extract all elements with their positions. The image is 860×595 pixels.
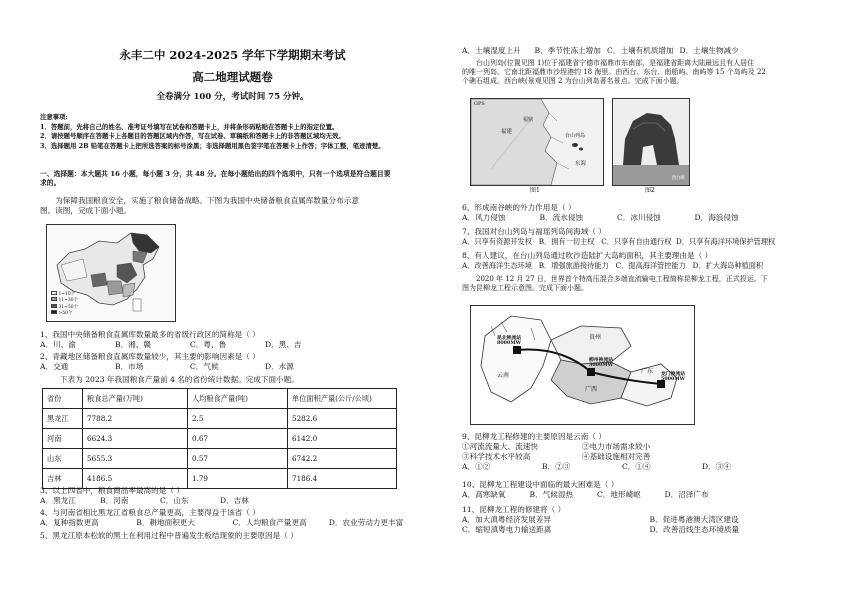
option-b[interactable]: B．河南 (100, 496, 129, 506)
kunliulong-map (470, 305, 695, 425)
kunliulong-graphic (471, 306, 694, 424)
table-cell: 吉林 (43, 469, 83, 489)
option-b[interactable]: B．拥有一切主权 (538, 237, 595, 247)
stem-c (462, 275, 837, 293)
q3-stem: 3、以上四省中，粮食商品率最高的是（ ） (40, 486, 184, 495)
option-b[interactable]: B．季节性冻土增加 (534, 46, 601, 55)
option-c[interactable]: C．缩短滇粤电力输送距离 (462, 525, 552, 535)
option-c[interactable]: C．粤、鲁 (190, 340, 227, 350)
q11-stem: 11、昆柳龙工程的修建将（ ） (462, 505, 566, 514)
question-10 (462, 480, 837, 500)
city-label: 福鼎 (523, 117, 534, 123)
option-a[interactable]: A．①② (462, 462, 491, 472)
option-b[interactable]: B．湘、赣 (115, 340, 151, 350)
label-guangdong: 广东 (641, 368, 654, 375)
table-cell: 4186.5 (83, 469, 188, 489)
option-d[interactable]: D．海浪侵蚀 (694, 213, 739, 223)
table-row (43, 429, 397, 449)
table-intro: 下表为 2023 年我国粮食产量前 4 名的省份统计数据。完成下面小题。 (60, 375, 299, 384)
option-b[interactable]: B．增强旅游接待能力 (538, 261, 609, 271)
option-b[interactable]: B．气候湿热 (529, 490, 574, 500)
grain-table (42, 388, 397, 489)
province-label: 福建 (501, 129, 513, 135)
option-d[interactable]: D．农业劳动力更丰富 (328, 518, 404, 528)
option-d[interactable]: D．只享有海洋环境保护管理权 (676, 237, 776, 247)
table-header: 粮食总产量(万吨) (83, 389, 188, 409)
exam-title: 永丰二中 2024-2025 学年下学期期末考试 (119, 48, 346, 62)
map-legend (51, 291, 78, 318)
q9-notes-row (462, 442, 702, 452)
question-3 (40, 486, 425, 506)
table-header: 省份 (43, 389, 83, 409)
table-cell: 山东 (43, 449, 83, 469)
q9-notes-row (462, 452, 702, 462)
table-header: 单位面积产量(公斤/公顷) (288, 389, 397, 409)
stem-c-line: 2020 年 12 月 27 日，世界首个特高压混合多端直流输电工程简称昆柳龙工程，正式投运。下 (476, 275, 768, 283)
question-6 (462, 203, 837, 223)
q11-options-row (462, 515, 837, 525)
q1-options (40, 340, 340, 350)
question-11 (462, 505, 837, 535)
option-d[interactable]: D．土壤生物减少 (679, 46, 739, 55)
option-a[interactable]: A．高寒缺氧 (462, 490, 506, 500)
score-line: 全卷满分 100 分，考试时间 75 分钟。 (156, 92, 309, 102)
q7-options (462, 237, 852, 247)
option-c[interactable]: C．气候 (190, 362, 219, 372)
fujian-coast-graphic (471, 99, 603, 185)
table-cell: 7186.4 (288, 469, 397, 489)
option-c[interactable]: C．山东 (160, 496, 189, 506)
stem-c-line: 图为昆柳龙工程示意图。完成下面小题。 (462, 284, 588, 293)
q7-stem: 7、我国对台山列岛与福瑶列岛间海域（ ） (462, 227, 606, 236)
station-longmen: 龙门换流站 5000MW (661, 371, 686, 383)
question-8 (462, 251, 852, 271)
option-a[interactable]: A．土壤湿度上升 (462, 46, 521, 55)
legend-item: 11~30个 (51, 297, 78, 304)
option-b[interactable]: B．②③ (542, 462, 571, 472)
option-d[interactable]: D．改善沿线生态环境质量 (649, 525, 740, 535)
option-b[interactable]: B．流水侵蚀 (539, 213, 584, 223)
option-a[interactable]: A．复种指数更高 (40, 518, 99, 528)
option-c[interactable]: C．土壤有机质增加 (607, 46, 674, 55)
q9-stem: 9、昆柳龙工程修建的主要原因是云南（ ） (462, 432, 606, 441)
option-b[interactable]: B．促进粤港澳大湾区建设 (649, 515, 739, 525)
section1-intro-line: 一、选择题：本大题共 16 小题，每小题 3 分，共 48 分。在每小题给出的四个选项中，只有一个选项是符合题目要 (40, 170, 391, 178)
question-5: 5、黑龙江原本松软的黑土在利用过程中普遍发生板结现象的主要原因是（ ） (40, 531, 298, 540)
photo-label: 西台峡 (671, 176, 685, 182)
option-c[interactable]: C．①④ (622, 462, 651, 472)
table-cell: 6142.0 (288, 429, 397, 449)
option-d[interactable]: D．③④ (702, 462, 731, 472)
option-d[interactable]: D．吉林 (220, 496, 249, 506)
q11-options-row (462, 525, 837, 535)
station-kunbei: 昆北换流站 8000MW (497, 335, 522, 347)
table-cell: 6624.3 (83, 429, 188, 449)
figure-2-rock-photo (612, 98, 690, 186)
table-cell: 0.57 (188, 449, 288, 469)
option-a[interactable]: A．加大滇粤经济发展差异 (462, 515, 552, 525)
option-c[interactable]: C．人均粮食产量更高 (232, 518, 307, 528)
section1-intro-line: 求的。 (40, 178, 61, 187)
notice-item: 1．答题前，先将自己的姓名、准考证号填写在试卷和答题卡上，并将条形码粘贴在答题卡上的指定位置。 (40, 122, 339, 131)
table-row (43, 409, 397, 429)
table-cell: 1.79 (188, 469, 288, 489)
exam-subtitle: 高二地理试题卷 (192, 70, 273, 84)
option-d[interactable]: D．黑、吉 (265, 340, 302, 350)
question-9 (462, 432, 837, 472)
notice-section (40, 113, 425, 151)
table-cell: 黑龙江 (43, 409, 83, 429)
q9-note: ①河流流量大、流速快 (462, 442, 538, 452)
china-grain-map (46, 224, 176, 322)
q9-note: ②电力市场需求较小 (582, 442, 651, 452)
fig2-caption: 图2 (645, 187, 655, 194)
option-a[interactable]: A．交通 (40, 362, 69, 372)
stem-a (40, 196, 425, 216)
q4-options (40, 518, 425, 528)
figure-1-location-map (470, 98, 604, 186)
gps-tag: GPS (474, 101, 485, 107)
q2-options (40, 362, 340, 372)
section1-intro (40, 170, 430, 188)
q6-stem: 6、形成南谷峡的外力作用是（ ） (462, 203, 576, 212)
question-1 (40, 330, 425, 350)
q9-options (462, 462, 782, 472)
stem-b-line: 个礁石组成。西台峡(景观见图 2 为台山列岛著名景点。完成下面小题。 (462, 77, 684, 86)
q1-stem: 1、我国中央储备粮食直属库数量最多的省级行政区的简称是（ ） (40, 330, 260, 339)
rock-graphic (613, 99, 689, 185)
table-header: 人均粮食产量(吨) (188, 389, 288, 409)
table-cell: 5655.3 (83, 449, 188, 469)
label-guizhou: 贵州 (589, 334, 602, 341)
question-7 (462, 227, 852, 247)
table-cell: 5282.6 (288, 409, 397, 429)
sea-label: 东海 (575, 161, 587, 167)
stem-b (462, 59, 837, 87)
option-d[interactable]: D．水源 (265, 362, 294, 372)
q9-note: ③科学技术水平较高 (462, 452, 531, 462)
q6-options (462, 213, 772, 223)
option-a[interactable]: A．川、渝 (40, 340, 76, 350)
legend-item: >50个 (51, 310, 78, 317)
stem-b-line: 台山列岛(位置见图 1)位于福建省宁德市福鼎市东南部，是福建省距离大陆最远且有人居住 (476, 59, 755, 67)
table-row (43, 449, 397, 469)
q8-options (462, 261, 852, 271)
option-c[interactable]: C．冰川侵蚀 (617, 213, 661, 223)
option-a[interactable]: A．黑龙江 (40, 496, 76, 506)
notice-heading: 注意事项: (40, 113, 68, 121)
station-liuzhou: 柳州换流站 3000MW (589, 357, 614, 369)
option-a[interactable]: A．只享有资源开发权 (462, 237, 532, 247)
fig1-caption: 图1 (530, 187, 540, 194)
stem-b-line: 的唯一列岛。它南北距福鼎市沙埕港约 18 海里。由西台、东台、南船屿、南屿等 15 个岛屿及 22 (462, 68, 766, 77)
notice-item: 3．选择题用 2B 铅笔在答题卡上把所选答案的标号涂黑；非选择题用黑色签字笔在答题卡上作答；字体工整，笔迹清楚。 (40, 141, 385, 150)
table-cell: 2.5 (188, 409, 288, 429)
legend-item: 1~10个 (51, 291, 78, 298)
q5-options (462, 46, 752, 56)
island-label: 台山列岛 (565, 133, 586, 139)
q10-options (462, 490, 732, 500)
stem-a-line: 图。读图，完成下面小题。 (40, 206, 132, 216)
q2-stem: 2、青藏地区储备粮食直属库数量较少，其主要的影响因素是（ ） (40, 352, 260, 361)
table-cell: 6742.2 (288, 449, 397, 469)
stem-a-line: 为保障我国粮食安全，实施了粮食储备战略。下图为我国中央储备粮食直属库数量分布示意 (55, 196, 359, 205)
q3-options (40, 496, 280, 506)
option-d[interactable]: D．扩大海岛种植面积 (692, 261, 764, 271)
question-4 (40, 508, 425, 528)
label-yunnan: 云南 (497, 372, 510, 379)
option-b[interactable]: B．耕地面积更大 (136, 518, 195, 528)
q4-stem: 4、与河南省相比黑龙江省粮食总产量更高，主要得益于该省（ ） (40, 508, 260, 517)
legend-item: 31~50个 (51, 304, 78, 311)
label-guangxi: 广西 (585, 386, 598, 393)
option-c[interactable]: C．地形崎岖 (597, 490, 641, 500)
q9-note: ④基础设施相对完善 (582, 452, 651, 462)
q8-stem: 8、有人建议，在台山列岛通过吹沙造陆扩大岛屿面积，其主要理由是（ ） (462, 251, 713, 260)
option-a[interactable]: A．改善海洋生态环境 (462, 261, 532, 271)
table-cell: 0.67 (188, 429, 288, 449)
option-c[interactable]: C．只享有自由通行权 (601, 237, 672, 247)
option-c[interactable]: C．提高海洋管控能力 (615, 261, 686, 271)
q10-stem: 10、昆柳龙工程建设中面临的最大困难是（ ） (462, 480, 619, 489)
table-cell: 7788.2 (83, 409, 188, 429)
table-header-row (43, 389, 397, 409)
notice-item: 2．请按题号顺序在答题卡上各题目的答题区域内作答，写在试卷、草稿纸和答题卡上的非答题区域均无效。 (40, 132, 345, 141)
table-cell: 河南 (43, 429, 83, 449)
option-d[interactable]: D．沼泽广布 (664, 490, 709, 500)
option-a[interactable]: A．风力侵蚀 (462, 213, 506, 223)
option-b[interactable]: B．市场 (115, 362, 144, 372)
question-2 (40, 352, 425, 372)
